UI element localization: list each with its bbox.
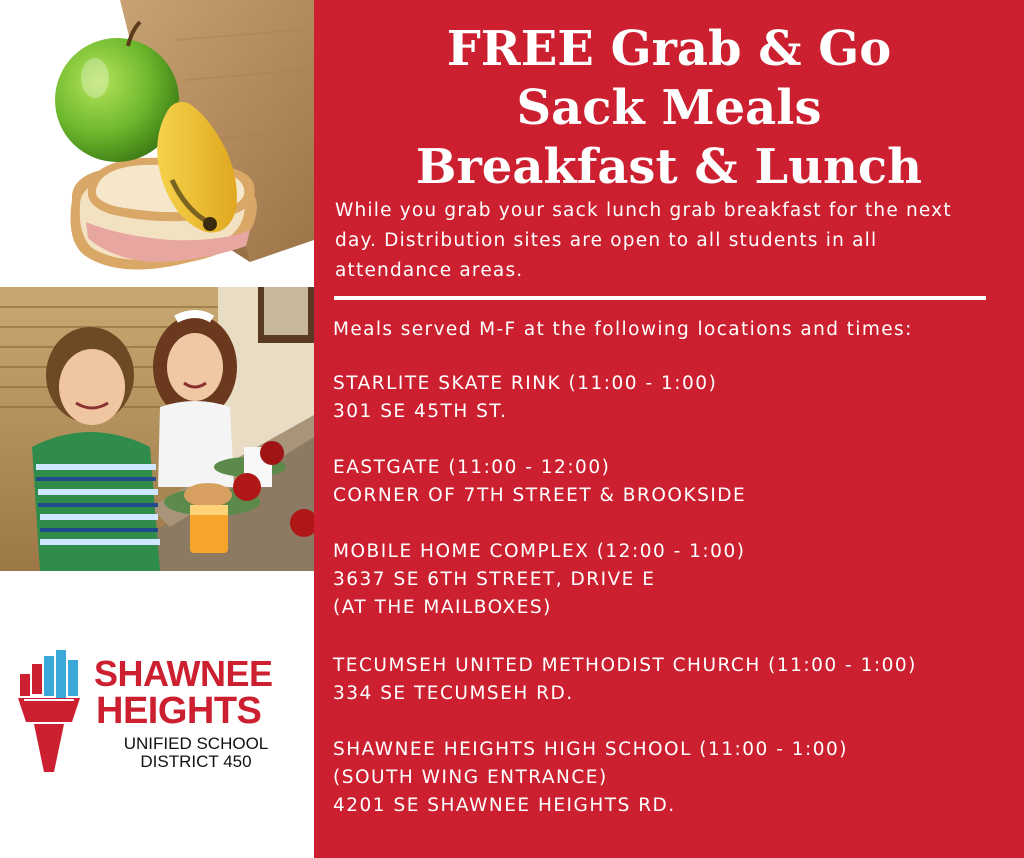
location-address: 334 SE TECUMSEH RD. [333, 683, 574, 704]
left-column [0, 0, 314, 858]
location-address: 4201 SE SHAWNEE HEIGHTS RD. [333, 795, 676, 816]
location-name: STARLITE SKATE RINK (11:00 - 1:00) [333, 373, 718, 394]
location-item [333, 370, 1013, 426]
location-name: TECUMSEH UNITED METHODIST CHURCH (11:00 - 1:00) [333, 655, 917, 676]
location-item [333, 736, 1013, 820]
logo-sub-line2: DISTRICT 450 [140, 752, 252, 771]
headline-line1: FREE Grab & Go [446, 21, 892, 77]
divider [334, 296, 986, 300]
children-photo [0, 287, 314, 571]
location-item [333, 538, 1013, 622]
location-address: 301 SE 45TH ST. [333, 401, 508, 422]
district-logo [0, 640, 314, 790]
location-address: 3637 SE 6TH STREET, DRIVE E [333, 569, 656, 590]
location-item [333, 454, 1013, 510]
location-name: EASTGATE (11:00 - 12:00) [333, 457, 611, 478]
headline-line3: Breakfast & Lunch [415, 139, 923, 195]
location-note: (SOUTH WING ENTRANCE) [333, 767, 608, 788]
sack-lunch-illustration [0, 0, 314, 285]
location-address: CORNER OF 7TH STREET & BROOKSIDE [333, 485, 747, 506]
intro-text: While you grab your sack lunch grab breakfast for the next day. Distribution sites are open to all students in all attendance areas. [335, 200, 952, 281]
location-item [333, 652, 1013, 708]
location-name: MOBILE HOME COMPLEX (12:00 - 1:00) [333, 541, 746, 562]
location-name: SHAWNEE HEIGHTS HIGH SCHOOL (11:00 - 1:00) [333, 739, 849, 760]
sack-lunch-photo [0, 0, 314, 285]
torch-icon [14, 650, 94, 790]
logo-name-line1: SHAWNEE [94, 653, 273, 694]
logo-name-line2: HEIGHTS [96, 690, 262, 732]
schedule-intro: Meals served M-F at the following locations and times: [333, 319, 913, 340]
children-illustration [0, 287, 314, 571]
location-note: (AT THE MAILBOXES) [333, 597, 552, 618]
info-panel [314, 0, 1024, 858]
page-title [314, 20, 1024, 197]
headline-line2: Sack Meals [516, 80, 822, 136]
logo-sub-line1: UNIFIED SCHOOL [123, 734, 269, 753]
